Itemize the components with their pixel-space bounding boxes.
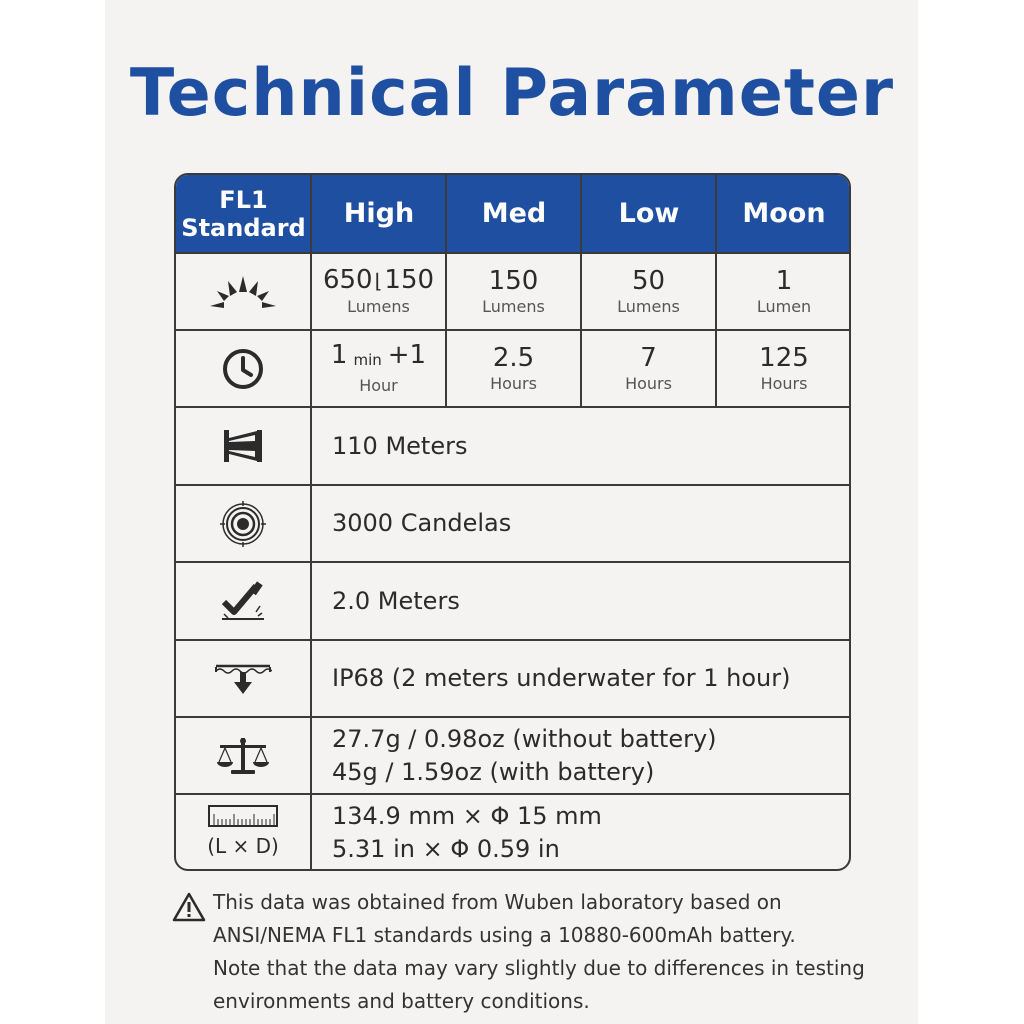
runtime-high [312,331,445,406]
brightness-moon-value: 1 [775,265,793,296]
size-line-2: 5.31 in × Φ 0.59 in [332,835,560,863]
ruler-icon [208,805,278,831]
runtime-moon-unit: Hours [760,373,808,393]
brightness-low [582,254,715,329]
footnote-line: environments and battery conditions. [213,989,590,1013]
clock-icon [176,331,310,406]
runtime-med [447,331,580,406]
warning-icon [172,892,206,926]
runtime-low [582,331,715,406]
runtime-high-min: min [353,351,382,369]
runtime-moon-value: 125 [759,342,809,373]
header-mode-moon: Moon [742,197,826,229]
brightness-high-unit: Lumens [347,297,410,316]
brightness-low-unit: Lumens [617,296,680,316]
runtime-low-unit: Hours [625,373,672,393]
header-standard-line2: Standard [181,213,306,242]
page-title: Technical Parameter [129,56,895,131]
footnote-text [213,886,873,1018]
runtime-high-start: 1 [330,340,348,370]
weight-line-1: 27.7g / 0.98oz (without battery) [332,724,717,753]
brightness-moon-unit: Lumen [756,296,812,316]
brightness-med-value: 150 [488,265,539,296]
runtime-med-value: 2.5 [492,342,535,373]
footnote-line: ANSI/NEMA FL1 standards using a 10880-600mAh battery. [213,923,796,947]
intensity-value: 3000 Candelas [332,509,512,537]
footnote-line: Note that the data may vary slightly due to differences in testing [213,956,865,980]
weight-line-2: 45g / 1.59oz (with battery) [332,757,655,786]
impact-resistance-icon [176,563,310,639]
impact-value: 2.0 Meters [332,586,460,615]
runtime-high-unit: Hour [359,376,398,395]
header-standard-line1: FL1 [219,185,268,214]
target-icon [176,486,310,561]
step-down-symbol: ⌊ [374,269,383,293]
runtime-med-unit: Hours [490,373,537,393]
brightness-med [447,254,580,329]
weight-value [312,718,851,793]
scale-icon [176,718,310,793]
beam-distance-icon [176,408,310,484]
waterproof-value: IP68 (2 meters underwater for 1 hour) [332,664,791,692]
brightness-high-end: 150 [384,265,435,295]
brightness-high [312,254,445,329]
footnote-line: This data was obtained from Wuben laboratory based on [213,890,782,914]
size-label [176,795,310,871]
runtime-moon [717,331,851,406]
size-line-1: 134.9 mm × Φ 15 mm [332,802,602,830]
header-mode-med: Med [481,197,547,229]
spec-table [174,173,851,871]
brightness-low-value: 50 [631,265,666,296]
header-standard [176,175,311,252]
runtime-high-end: +1 [387,340,427,370]
size-icon-label: (L × D) [207,834,279,858]
brightness-med-unit: Lumens [482,296,545,316]
size-value [312,795,851,871]
waterproof-icon [176,641,310,716]
header-mode-low: Low [618,197,680,229]
distance-value: 110 Meters [332,431,468,460]
brightness-high-start: 650 [322,265,373,295]
runtime-low-value: 7 [640,342,657,373]
brightness-moon [717,254,851,329]
sun-icon [176,254,310,329]
header-mode-high: High [343,197,415,229]
